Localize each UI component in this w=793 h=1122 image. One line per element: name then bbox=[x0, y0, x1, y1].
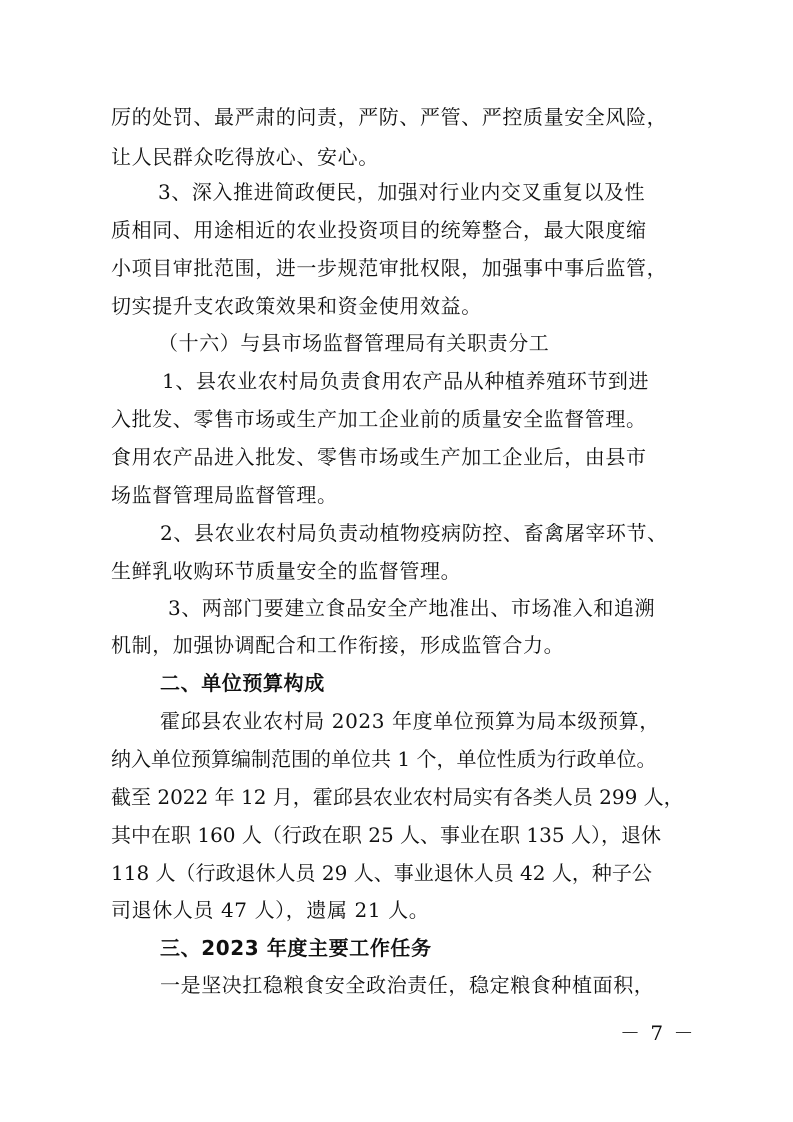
body-text-line: 其中在职 160 人（行政在职 25 人、事业在职 135 人），退休 bbox=[111, 823, 661, 847]
section-heading: 二、单位预算构成 bbox=[160, 671, 325, 695]
body-text-line: 1、县农业农村局负责食用农产品从种植养殖环节到进 bbox=[162, 369, 650, 393]
page-number: － 7 － bbox=[620, 1021, 696, 1045]
body-text-line: 一是坚决扛稳粮食安全政治责任，稳定粮食种植面积， bbox=[160, 973, 655, 997]
body-text-line: 让人民群众吃得放心、安心。 bbox=[111, 145, 379, 169]
body-text-line: 纳入单位预算编制范围的单位共 1 个，单位性质为行政单位。 bbox=[111, 747, 657, 771]
body-text-line: 霍邱县农业农村局 2023 年度单位预算为局本级预算， bbox=[160, 709, 660, 733]
body-text-line: 截至 2022 年 12 月，霍邱县农业农村局实有各类人员 299 人， bbox=[111, 785, 684, 809]
section-subheading: （十六）与县市场监督管理局有关职责分工 bbox=[158, 331, 550, 355]
body-text-line: 司退休人员 47 人），遗属 21 人。 bbox=[111, 898, 430, 922]
section-heading: 三、2023 年度主要工作任务 bbox=[160, 936, 432, 960]
body-text-line: 生鲜乳收购环节质量安全的监督管理。 bbox=[111, 559, 462, 583]
body-text-line: 厉的处罚、最严肃的问责，严防、严管、严控质量安全风险， bbox=[111, 105, 668, 129]
body-text-line: 118 人（行政退休人员 29 人、事业退休人员 42 人，种子公 bbox=[111, 861, 652, 885]
body-text-line: 小项目审批范围，进一步规范审批权限，加强事中事后监管， bbox=[111, 256, 668, 280]
body-text-line: 机制，加强协调配合和工作衔接，形成监管合力。 bbox=[111, 633, 565, 657]
body-text-line: 切实提升支农政策效果和资金使用效益。 bbox=[111, 294, 482, 318]
body-text-line: 3、深入推进简政便民，加强对行业内交叉重复以及性 bbox=[158, 180, 646, 204]
body-text-line: 食用农产品进入批发、零售市场或生产加工企业后，由县市 bbox=[111, 445, 647, 469]
body-text-line: 2、县农业农村局负责动植物疫病防控、畜禽屠宰环节、 bbox=[160, 521, 668, 545]
body-text-line: 3、两部门要建立食品安全产地准出、市场准入和追溯 bbox=[168, 596, 656, 620]
body-text-line: 场监督管理局监督管理。 bbox=[111, 483, 338, 507]
body-text-line: 入批发、零售市场或生产加工企业前的质量安全监督管理。 bbox=[111, 407, 647, 431]
body-text-line: 质相同、用途相近的农业投资项目的统筹整合，最大限度缩 bbox=[111, 218, 647, 242]
